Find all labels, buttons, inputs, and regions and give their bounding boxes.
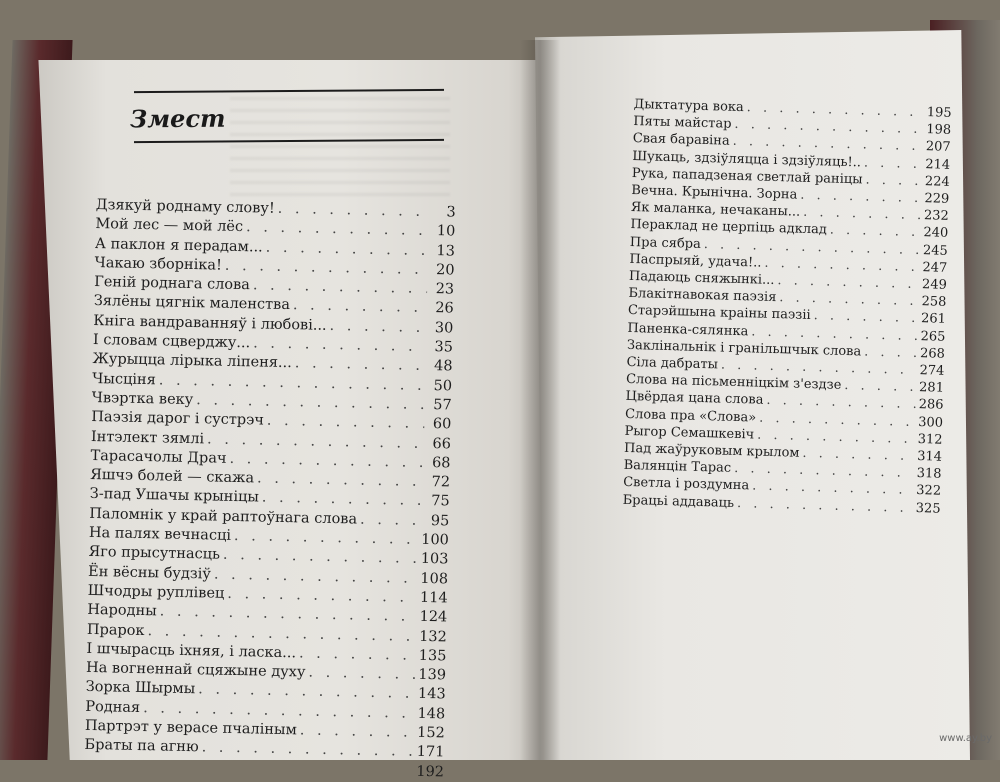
toc-entry-page: 66	[432, 435, 452, 453]
show-through-text	[230, 96, 450, 196]
dot-leader	[329, 317, 426, 338]
toc-entry-title: Чвэртка веку	[91, 389, 194, 409]
toc-entry-page: 281	[918, 380, 945, 397]
toc-entry-title: Ён вёсны будзіў	[87, 563, 212, 583]
toc-entry-page: 23	[435, 281, 455, 298]
toc-entry-page: 10	[436, 223, 456, 240]
dot-leader	[864, 343, 917, 362]
toc-entry-title: Мой лес — мой лёс	[95, 216, 244, 236]
toc-entry-page: 312	[917, 431, 943, 448]
toc-entry-title: Сіла дабраты	[626, 354, 719, 373]
dot-leader	[864, 154, 923, 173]
toc-entry-page: 325	[915, 500, 941, 517]
toc-entry-page: 72	[431, 474, 451, 491]
toc-entry-title: Падаюць сняжынкі...	[628, 268, 775, 289]
toc-entry-title: Дыктатура вока	[633, 96, 744, 116]
toc-entry-page: 75	[431, 493, 450, 510]
toc-entry-title: Чакаю зборніка!	[94, 254, 223, 274]
toc-entry-title: Слова пра «Слова»	[624, 406, 757, 426]
toc-entry-title: Вечна. Крынічна. Зорна	[631, 182, 798, 203]
toc-entry-page: 135	[418, 647, 447, 665]
toc-entry-page: 195	[926, 105, 952, 121]
toc-entry-title: Паспрыяй, удача!..	[629, 251, 762, 271]
toc-entry-title: Журыцца лірыка ліпеня...	[92, 351, 292, 372]
toc-entry-page: 35	[434, 339, 454, 356]
toc-entry-page: 192	[416, 763, 445, 781]
toc-entry-page: 300	[917, 414, 944, 431]
dot-leader	[844, 377, 916, 396]
toc-entry-page: 232	[923, 208, 949, 225]
toc-entry-page: 152	[416, 724, 445, 742]
toc-list-left	[84, 196, 456, 782]
toc-entry-title: Блакітнавокая паэзія	[628, 286, 777, 306]
toc-entry-page: 139	[418, 666, 447, 684]
toc-entry-title: Браты па агню	[84, 737, 199, 756]
dot-leader	[360, 510, 423, 531]
toc-entry-title: Пад жаўруковым крылом	[623, 440, 800, 461]
toc-entry-title: Свая баравіна	[632, 131, 730, 150]
toc-entry-page: 100	[421, 531, 450, 549]
dot-leader	[308, 664, 415, 686]
toc-entry-title: Валянцін Тарас	[623, 458, 732, 477]
toc-entry-title: Партрэт у верасе пчаліным	[84, 717, 298, 739]
book-gutter	[520, 40, 560, 760]
toc-entry-title: Паэзія дарог і сустрэч	[91, 409, 265, 429]
toc-entry-page: 114	[419, 589, 448, 607]
toc-entry-title: Кніга вандраванняў і любові...	[93, 312, 327, 334]
toc-entry-title: Шукаць, здзіўляцца і здзіўляць!..	[632, 148, 862, 170]
toc-entry-page: 245	[922, 242, 949, 259]
toc-entry-title: Дзякуй роднаму слову!	[95, 196, 275, 217]
toc-entry-title: Пяты майстар	[633, 114, 732, 132]
toc-entry-title: З-пад Ушачы крыніцы	[89, 486, 260, 506]
toc-entry-title: Паломнік у край раптоўнага слова	[89, 505, 358, 528]
toc-entry-page: 240	[923, 225, 949, 242]
dot-leader	[865, 171, 922, 190]
toc-entry-title: Яшчэ болей — скажа	[89, 467, 255, 487]
toc-entry-title: Цвёрдая цана слова	[625, 389, 764, 409]
toc-entry-title: Рыгор Семашкевіч	[624, 423, 755, 443]
toc-entry-page: 13	[436, 242, 456, 260]
toc-entry-page: 3	[446, 204, 456, 221]
toc-entry-page: 207	[925, 139, 951, 156]
toc-entry-title: Зялёны цягнік маленства	[93, 293, 291, 314]
toc-entry-title: Паненка-сялянка	[627, 320, 749, 339]
toc-entry-page: 224	[924, 173, 950, 190]
toc-entry-title: На палях вечнасці	[88, 524, 232, 544]
toc-entry-page: 286	[918, 397, 944, 414]
toc-entry-title: Слова на пісьменніцкім з'ездзе	[625, 372, 842, 394]
toc-entry-title: Заклінальнік і гранільшчык слова	[626, 337, 862, 360]
toc-entry-title: А паклон я перадам...	[94, 235, 263, 256]
toc-entry-page: 229	[924, 191, 950, 207]
toc-entry-page: 124	[419, 609, 448, 626]
toc-entry-title: Геній роднага слова	[94, 274, 251, 294]
toc-entry-page: 214	[925, 156, 951, 173]
toc-entry-page: 171	[416, 744, 445, 761]
toc-entry-title: І шчырасць іхняя, і ласка...	[86, 640, 297, 662]
toc-entry-title: Рука, пападзеная светлай раніцы	[631, 165, 863, 188]
toc-entry-title: Родная	[85, 698, 141, 716]
toc-entry-title: Старэйшына краіны паэзіі	[627, 303, 811, 324]
dot-leader	[299, 644, 416, 666]
toc-entry-page: 132	[418, 628, 448, 645]
toc-entry-page: 314	[917, 449, 943, 465]
toc-entry-page: 198	[926, 122, 952, 139]
toc-entry-page: 108	[420, 570, 449, 588]
toc-entry-title: Тарасачолы Драч	[90, 447, 227, 467]
toc-entry-title: Чысціня	[92, 370, 156, 388]
contents-heading: Змест	[129, 103, 226, 134]
toc-entry-title: Інтэлект зямлі	[90, 428, 205, 447]
toc-entry-page: 265	[920, 328, 946, 345]
toc-entry-page: 258	[921, 294, 947, 311]
toc-entry-page: 103	[420, 551, 449, 568]
toc-entry-title: Яго прысутнасць	[88, 544, 221, 564]
toc-entry-page: 318	[916, 466, 942, 482]
toc-entry-page: 148	[417, 705, 446, 723]
toc-entry-page: 261	[920, 311, 947, 328]
toc-entry-title: Светла і роздумна	[622, 475, 750, 494]
toc-entry-title: Зорка Шырмы	[85, 679, 196, 698]
toc-entry-page: 68	[431, 454, 451, 472]
dot-leader	[300, 721, 415, 743]
toc-entry-page: 57	[433, 397, 452, 414]
toc-entry-title: Брацьі аддаваць	[622, 492, 735, 511]
toc-entry-page: 48	[433, 358, 453, 375]
toc-entry-page: 274	[919, 363, 945, 379]
toc-list-right	[622, 96, 951, 518]
toc-entry-title: І словам сцверджу...	[92, 332, 251, 352]
watermark-text: www.ay.by	[939, 733, 992, 744]
toc-entry-page: 95	[430, 512, 450, 530]
toc-entry-page: 26	[435, 300, 454, 317]
toc-entry-page: 322	[916, 483, 942, 500]
toc-entry-title: Пра сябра	[629, 234, 702, 252]
toc-entry-page: 249	[921, 277, 948, 293]
toc-entry-page: 247	[922, 259, 948, 276]
toc-entry-page: 60	[432, 416, 452, 433]
toc-entry-page: 268	[919, 345, 946, 362]
toc-entry-title: Як маланка, нечаканы...	[630, 200, 801, 220]
toc-entry-page: 50	[433, 377, 453, 395]
toc-entry-page: 30	[434, 319, 454, 337]
toc-entry-title: Шчодры руплівец	[87, 582, 225, 602]
toc-entry-title: Пераклад не церпіць адклад	[630, 217, 828, 238]
toc-entry-page: 143	[417, 686, 446, 703]
toc-entry-title: Прарок	[86, 621, 145, 639]
toc-entry-page: 20	[435, 262, 455, 279]
toc-entry-title: На вогненнай сцяжыне духу	[85, 660, 306, 681]
toc-entry-title: Народны	[87, 602, 157, 620]
